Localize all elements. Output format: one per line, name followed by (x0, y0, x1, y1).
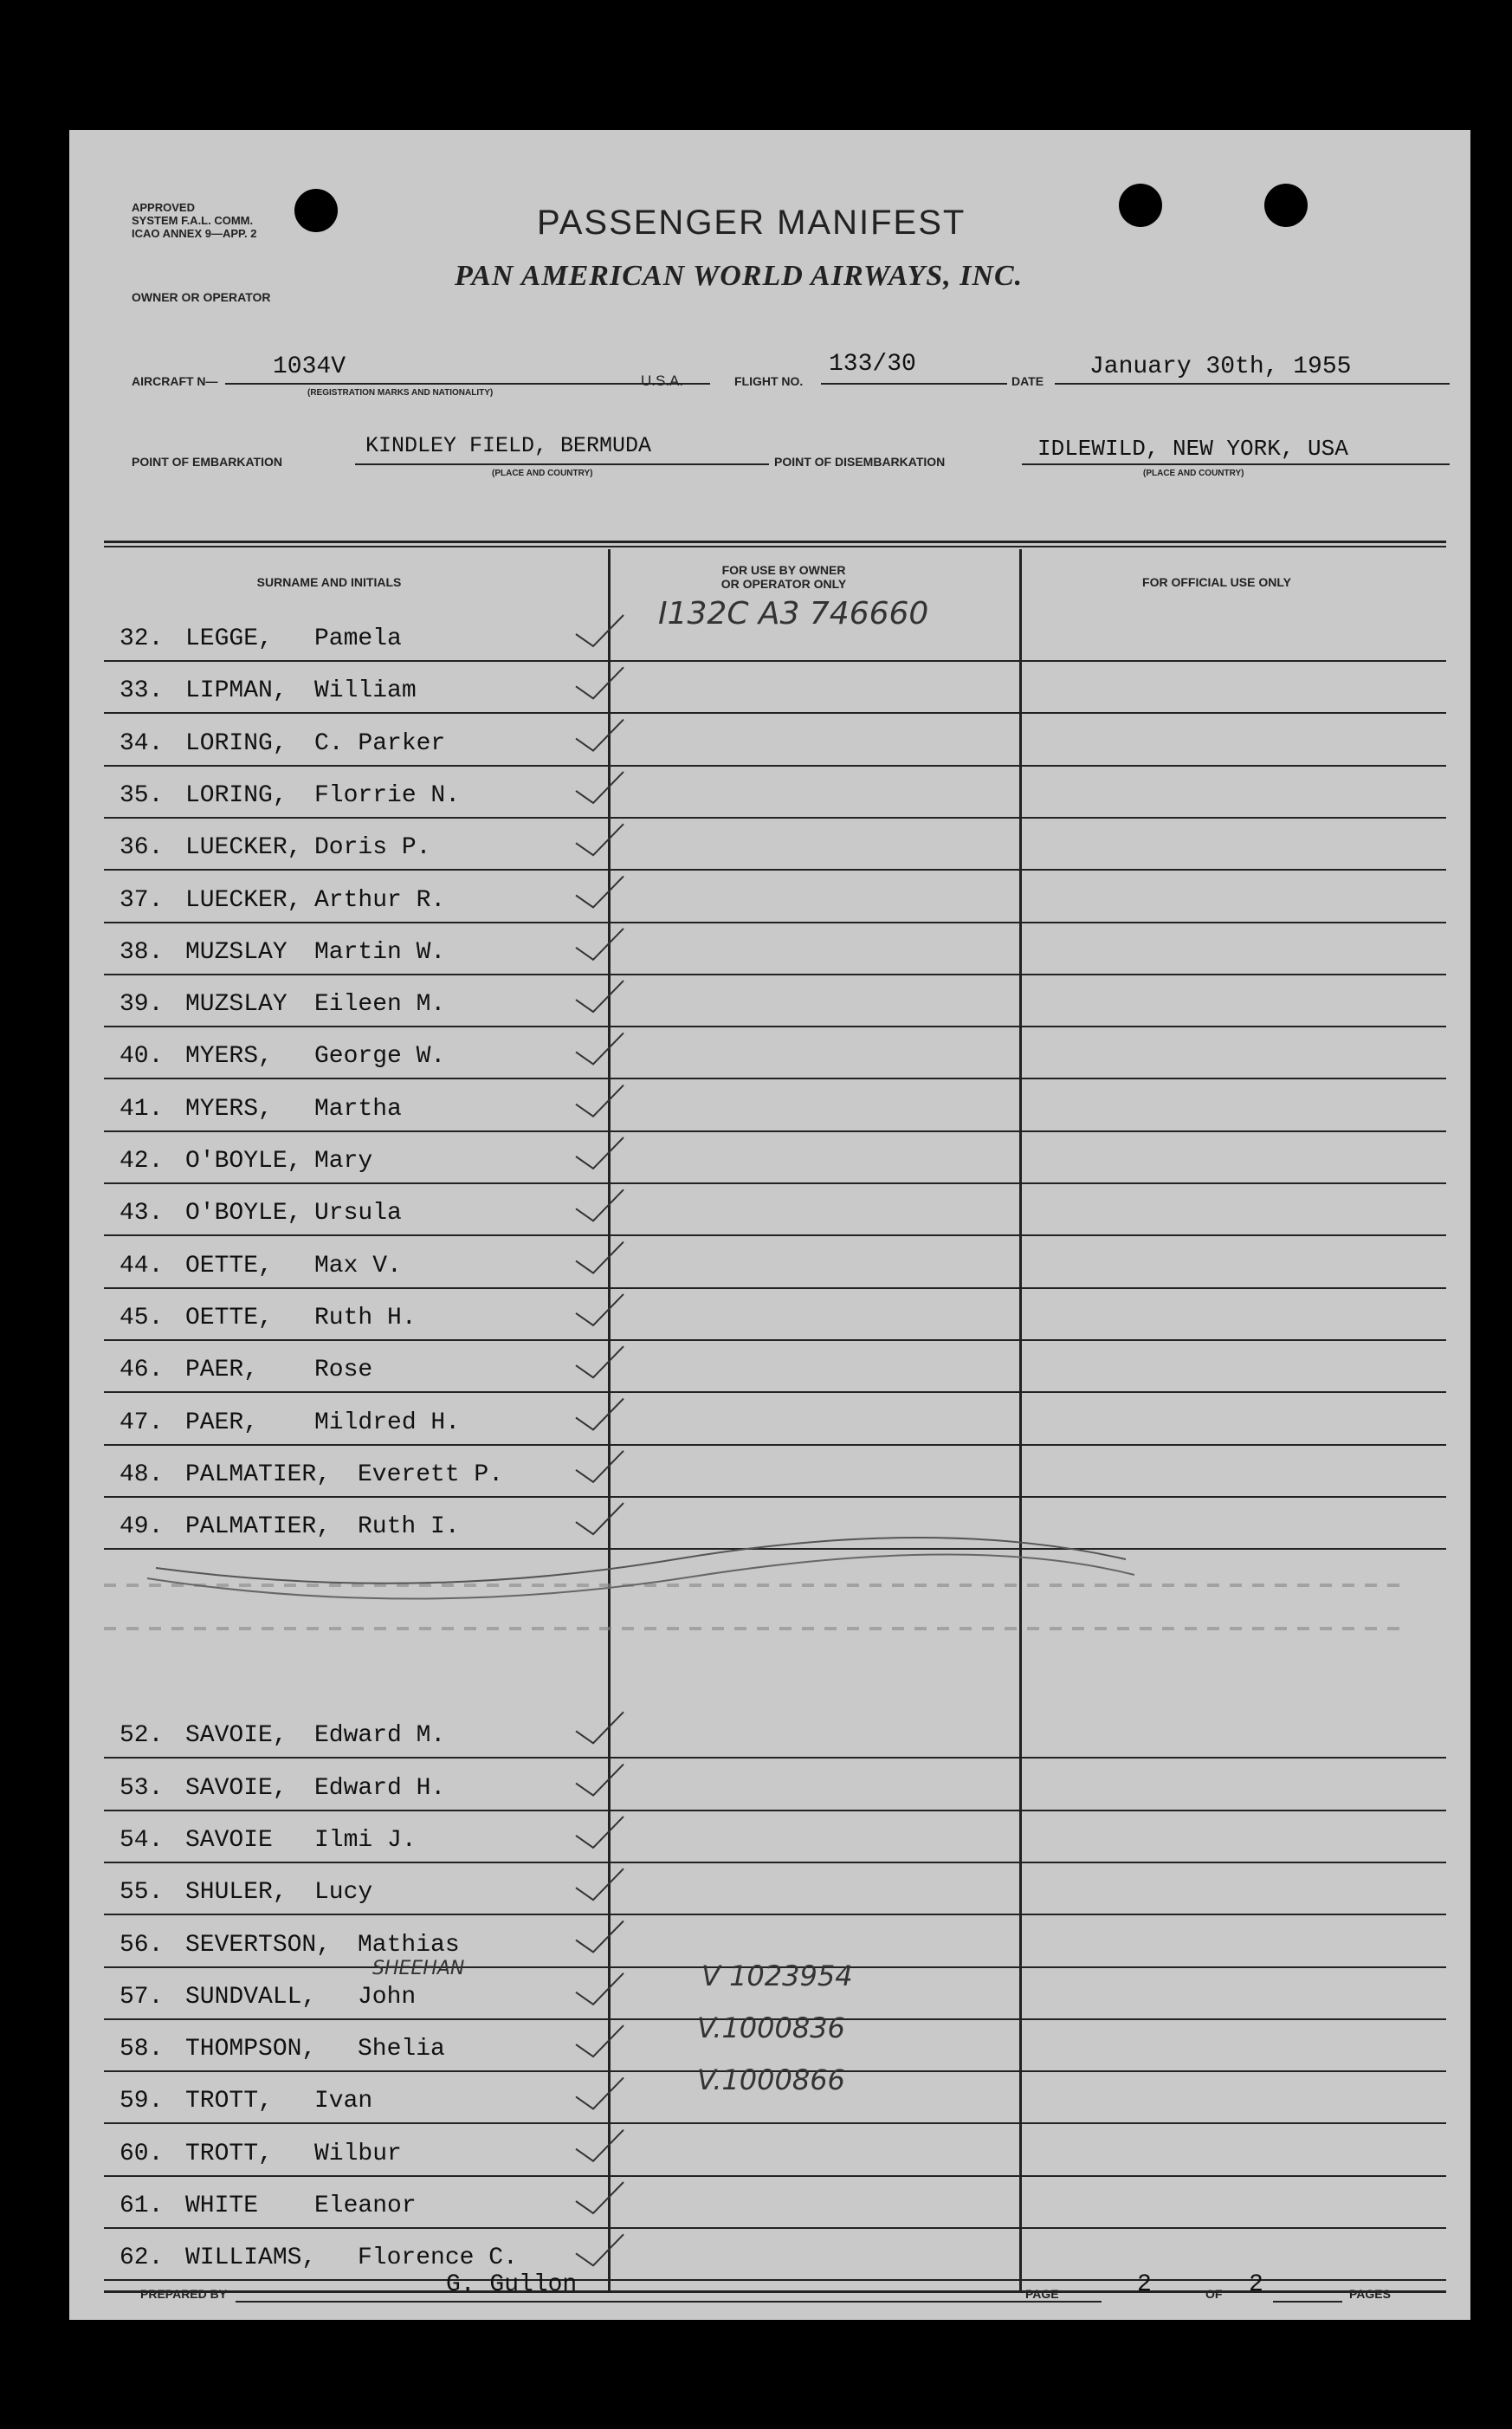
row-rule (104, 1026, 1446, 1027)
passenger-number: 45. (120, 1304, 164, 1331)
table-row (120, 981, 656, 1033)
table-row (120, 1085, 656, 1137)
table-row (120, 1242, 656, 1294)
passenger-given-name: Mildred H. (314, 1409, 461, 1436)
passenger-surname: LORING, (185, 729, 288, 757)
aircraft-label: AIRCRAFT N— (132, 374, 218, 388)
passenger-surname: TROTT, (185, 2140, 273, 2167)
passenger-number: 33. (120, 677, 164, 705)
passenger-number: 42. (120, 1148, 164, 1175)
punch-hole-middle (1119, 184, 1162, 227)
passenger-surname: PALMATIER, (185, 1461, 332, 1488)
pages-label: PAGES (1349, 2287, 1391, 2301)
row-rule (104, 712, 1446, 714)
row-rule (104, 765, 1446, 767)
passenger-surname: WILLIAMS, (185, 2244, 317, 2272)
prepared-by-value: G. Gullon (446, 2271, 578, 2298)
row-rule (104, 1862, 1446, 1863)
row-rule (104, 1130, 1446, 1132)
passenger-given-name: Edward M. (314, 1722, 446, 1750)
passenger-given-name: Doris P. (314, 834, 431, 862)
usa-label: U.S.A. (641, 372, 684, 389)
passenger-number: 60. (120, 2140, 164, 2167)
passenger-number: 61. (120, 2193, 164, 2219)
col-surname-header: SURNAME AND INITIALS (256, 575, 402, 589)
handwritten-row58-name: SHEEHAN (372, 1958, 465, 1979)
passenger-given-name: Ruth H. (314, 1304, 417, 1331)
passenger-number: 35. (120, 781, 164, 809)
passenger-surname: PAER, (185, 1409, 259, 1436)
row-rule (104, 974, 1446, 975)
passenger-surname: SEVERTSON, (185, 1931, 332, 1959)
passenger-given-name: Lucy (314, 1879, 373, 1907)
passenger-surname: LEGGE, (185, 625, 273, 652)
passenger-number: 49. (120, 1513, 164, 1541)
row-rule (104, 1339, 1446, 1341)
passenger-given-name: Florrie N. (314, 781, 461, 809)
passenger-given-name: Arthur R. (314, 886, 446, 914)
table-row (120, 929, 656, 981)
passenger-surname: LIPMAN, (185, 677, 288, 705)
disembark-underline (1022, 463, 1450, 465)
passenger-given-name: Shelia (358, 2036, 445, 2063)
row-rule (104, 1234, 1446, 1236)
table-row (120, 2077, 656, 2129)
row-rule (104, 2175, 1446, 2177)
row-rule (104, 1496, 1446, 1498)
passenger-given-name: Ilmi J. (314, 1826, 417, 1854)
passenger-surname: WHITE (185, 2193, 259, 2219)
row-rule (104, 1914, 1446, 1915)
passenger-number: 59. (120, 2088, 164, 2115)
stamp-line-1: APPROVED (132, 201, 195, 214)
row-rule (104, 1182, 1446, 1184)
aircraft-value: 1034V (273, 353, 346, 380)
table-row (120, 877, 656, 929)
owner-label: OWNER OR OPERATOR (132, 290, 271, 304)
passenger-number: 55. (120, 1879, 164, 1907)
table-row (120, 2130, 656, 2182)
table-row (120, 1817, 656, 1869)
approval-stamp (132, 201, 257, 240)
passenger-surname: OETTE, (185, 1252, 273, 1279)
passenger-given-name: Ruth I. (358, 1513, 460, 1541)
table-row (120, 2182, 656, 2234)
passenger-number: 48. (120, 1461, 164, 1488)
passenger-surname: LUECKER, (185, 834, 302, 862)
passenger-given-name: Martha (314, 1095, 402, 1123)
row-rule (104, 922, 1446, 923)
column-divider-2 (1019, 549, 1022, 2290)
passenger-number: 37. (120, 886, 164, 914)
table-row (120, 667, 656, 719)
date-value: January 30th, 1955 (1089, 353, 1352, 380)
embark-value: KINDLEY FIELD, BERMUDA (365, 433, 652, 458)
row-rule (104, 869, 1446, 871)
page-value: 2 (1137, 2271, 1152, 2298)
flight-label: FLIGHT NO. (734, 374, 804, 388)
row-rule (104, 817, 1446, 819)
crossed-out-row-50 (104, 1584, 1403, 1587)
page-title: PASSENGER MANIFEST (537, 204, 966, 242)
row-rule (104, 1391, 1446, 1393)
table-row (120, 1033, 656, 1085)
prepared-by-label-text: PREPARED BY (140, 2287, 228, 2301)
row-rule (104, 2227, 1446, 2229)
table-row (120, 1765, 656, 1817)
passenger-surname: TROTT, (185, 2088, 273, 2115)
passenger-given-name: Ivan (314, 2088, 373, 2115)
passenger-surname: THOMPSON, (185, 2036, 317, 2063)
table-row (120, 1189, 656, 1241)
passenger-surname: LUECKER, (185, 886, 302, 914)
table-row (120, 1294, 656, 1346)
passenger-number: 46. (120, 1357, 164, 1384)
table-row (120, 1451, 656, 1503)
date-label: DATE (1011, 374, 1044, 388)
row-rule (104, 1757, 1446, 1759)
passenger-surname: PAER, (185, 1357, 259, 1384)
passenger-surname: MUZSLAY (185, 991, 288, 1019)
col-owner-header-line1: FOR USE BY OWNER (721, 563, 846, 577)
table-row (120, 1712, 656, 1764)
passenger-surname: O'BOYLE, (185, 1200, 302, 1227)
stamp-line-2: SYSTEM F.A.L. COMM. (132, 214, 254, 227)
passenger-given-name: Rose (314, 1357, 373, 1384)
passenger-number: 36. (120, 834, 164, 862)
passenger-given-name: John (358, 1983, 417, 2011)
pages-underline (1273, 2301, 1342, 2303)
table-row (120, 615, 656, 667)
disembark-sub: (PLACE AND COUNTRY) (1143, 469, 1244, 478)
aircraft-underline (225, 383, 710, 385)
punch-hole-right (1264, 184, 1308, 227)
passenger-given-name: Mary (314, 1148, 373, 1175)
passenger-given-name: Max V. (314, 1252, 402, 1279)
stamp-line-3: ICAO ANNEX 9—APP. 2 (132, 227, 257, 240)
passenger-number: 39. (120, 991, 164, 1019)
row-rule (104, 1810, 1446, 1811)
passenger-surname: MYERS, (185, 1095, 273, 1123)
table-row (120, 1869, 656, 1921)
airline-name: PAN AMERICAN WORLD AIRWAYS, INC. (455, 260, 1024, 292)
crossed-out-row-51 (104, 1627, 1403, 1630)
passenger-number: 54. (120, 1826, 164, 1854)
row-rule (104, 1548, 1446, 1550)
passenger-surname: SAVOIE (185, 1826, 273, 1854)
table-top-rule (104, 541, 1446, 543)
table-row (120, 2025, 656, 2077)
embark-label: POINT OF EMBARKATION (132, 455, 282, 469)
table-row (120, 720, 656, 772)
flight-underline (821, 383, 1007, 385)
disembark-label: POINT OF DISEMBARKATION (774, 455, 946, 469)
prepared-by-underline (236, 2301, 1102, 2303)
passenger-given-name: C. Parker (314, 729, 446, 757)
col-official-header: FOR OFFICIAL USE ONLY (1142, 575, 1291, 589)
passenger-surname: SHULER, (185, 1879, 288, 1907)
date-underline (1055, 383, 1450, 385)
passenger-given-name: Eileen M. (314, 991, 446, 1019)
passenger-number: 40. (120, 1043, 164, 1071)
handwritten-row60: V.1000866 (697, 2063, 845, 2096)
passenger-given-name: Pamela (314, 625, 402, 652)
passenger-surname: MYERS, (185, 1043, 273, 1071)
row-rule (104, 1444, 1446, 1446)
passenger-number: 52. (120, 1722, 164, 1750)
passenger-number: 32. (120, 625, 164, 652)
row-rule (104, 660, 1446, 662)
passenger-surname: SUNDVALL, (185, 1983, 317, 2011)
row-rule (104, 1078, 1446, 1079)
table-row (120, 772, 656, 824)
passenger-given-name: Martin W. (314, 938, 446, 966)
passenger-surname: SAVOIE, (185, 1774, 288, 1802)
table-row (120, 1137, 656, 1189)
footer-area (69, 2270, 1470, 2313)
aircraft-sub: (REGISTRATION MARKS AND NATIONALITY) (307, 388, 494, 398)
row-rule (104, 2122, 1446, 2124)
table-row (120, 1503, 656, 1555)
passenger-number: 58. (120, 2036, 164, 2063)
passenger-given-name: William (314, 677, 417, 705)
table-row (120, 824, 656, 876)
passenger-surname: MUZSLAY (185, 938, 288, 966)
handwritten-row32: I132C A3 746660 (658, 596, 929, 632)
passenger-given-name: Everett P. (358, 1461, 504, 1488)
passenger-number: 38. (120, 938, 164, 966)
handwritten-row58: V 1023954 (701, 1959, 853, 1992)
passenger-given-name: Mathias (358, 1931, 460, 1959)
passenger-surname: O'BOYLE, (185, 1148, 302, 1175)
passenger-given-name: Edward H. (314, 1774, 446, 1802)
col-owner-header-line2: OR OPERATOR ONLY (720, 577, 847, 591)
passenger-given-name: Eleanor (314, 2193, 417, 2219)
passenger-number: 47. (120, 1409, 164, 1436)
passenger-given-name: Ursula (314, 1200, 402, 1227)
punch-hole-left (294, 189, 338, 232)
of-value: 2 (1249, 2271, 1263, 2298)
page-label: PAGE (1025, 2287, 1059, 2301)
passenger-surname: LORING, (185, 781, 288, 809)
passenger-given-name: Wilbur (314, 2140, 402, 2167)
handwritten-row59: V.1000836 (697, 2011, 845, 2044)
disembark-value: IDLEWILD, NEW YORK, USA (1037, 436, 1348, 462)
passenger-number: 56. (120, 1931, 164, 1959)
table-row (120, 1973, 656, 2025)
table-row (120, 1346, 656, 1398)
passenger-given-name: Florence C. (358, 2244, 518, 2272)
passenger-number: 44. (120, 1252, 164, 1279)
col-owner-header (628, 563, 940, 591)
table-row (120, 1399, 656, 1451)
embark-underline (355, 463, 769, 465)
passenger-number: 43. (120, 1200, 164, 1227)
passenger-surname: PALMATIER, (185, 1513, 332, 1541)
passenger-number: 53. (120, 1774, 164, 1802)
flight-value: 133/30 (829, 351, 916, 378)
passenger-surname: SAVOIE, (185, 1722, 288, 1750)
passenger-number: 41. (120, 1095, 164, 1123)
embark-sub: (PLACE AND COUNTRY) (492, 469, 593, 478)
passenger-number: 57. (120, 1983, 164, 2011)
row-rule (104, 1287, 1446, 1289)
passenger-surname: OETTE, (185, 1304, 273, 1331)
passenger-number: 34. (120, 729, 164, 757)
passenger-given-name: George W. (314, 1043, 446, 1071)
passenger-number: 62. (120, 2244, 164, 2272)
of-label: OF (1205, 2287, 1223, 2301)
manifest-sheet (69, 130, 1470, 2320)
table-top-rule-2 (104, 546, 1446, 547)
